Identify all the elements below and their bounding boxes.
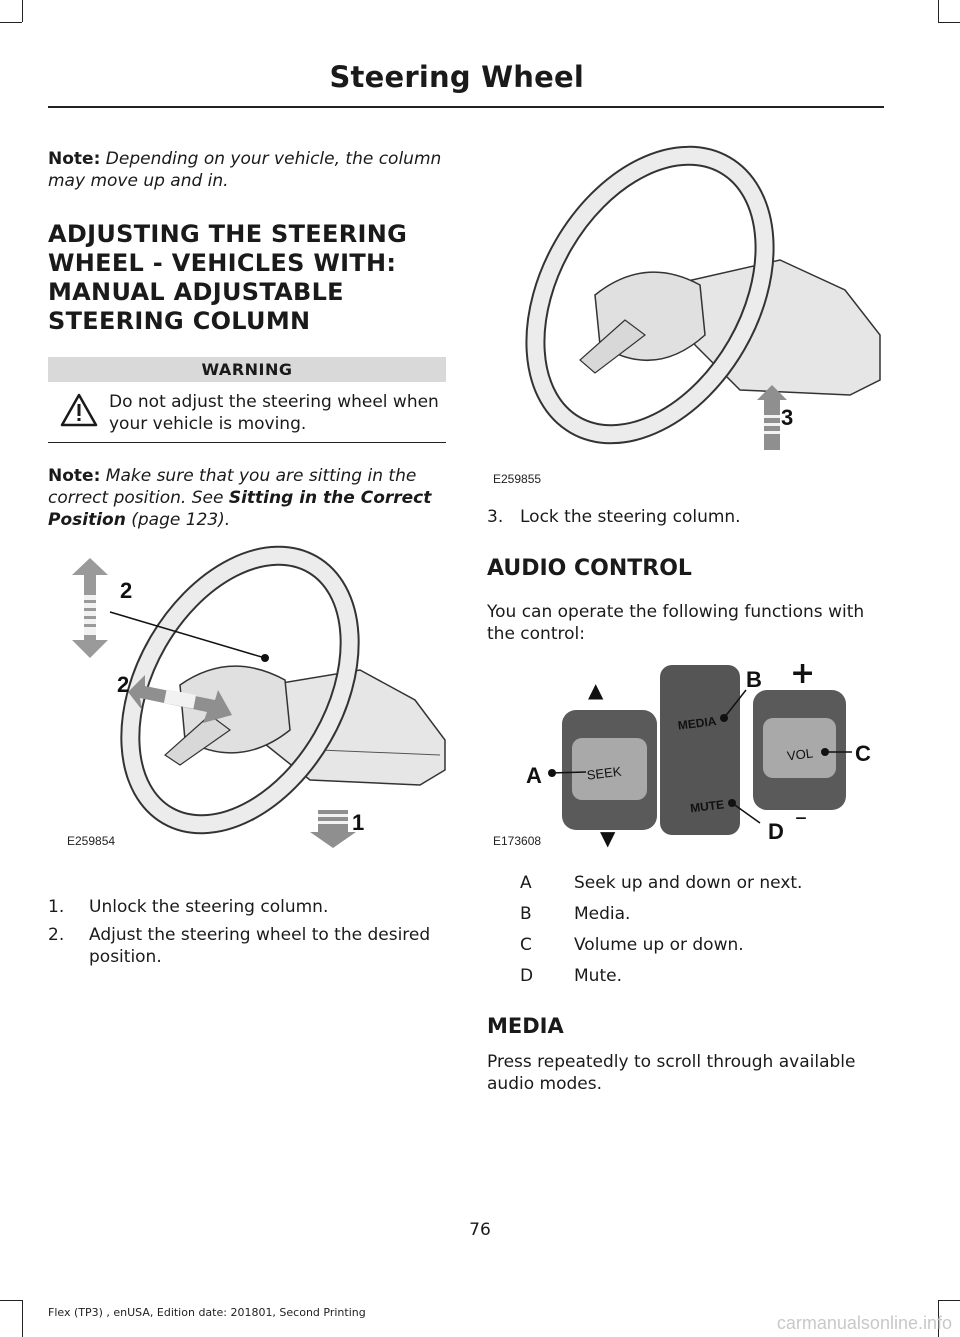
- footer-text: Flex (TP3) , enUSA, Edition date: 201801, Second Printing: [48, 1306, 366, 1319]
- note-text: Make sure that you are sitting in the correct position. See: [48, 466, 417, 508]
- definition-value: Media.: [574, 904, 631, 924]
- heading-line: STEERING COLUMN: [48, 307, 311, 335]
- step-text: Adjust the steering wheel to the desired: [89, 925, 431, 945]
- volume-up-icon: +: [790, 656, 816, 691]
- warning-triangle-icon: [60, 393, 98, 431]
- callout-a: A: [526, 763, 542, 788]
- callout-2-horizontal: 2: [117, 672, 130, 697]
- step-number: 3.: [487, 507, 504, 527]
- step-text: Unlock the steering column.: [89, 897, 329, 917]
- definition-key: D: [520, 966, 534, 986]
- step-text-cont: position.: [89, 947, 162, 967]
- step-number: 1.: [48, 897, 65, 917]
- page-title: Steering Wheel: [329, 60, 584, 94]
- volume-down-icon: –: [795, 803, 807, 831]
- media-text: Press repeatedly to scroll through available audio modes.: [487, 1052, 856, 1094]
- figure-code: E259855: [493, 472, 542, 486]
- audio-control-illustration: [500, 655, 890, 855]
- crop-mark: [22, 1300, 23, 1337]
- warning-text: Do not adjust the steering wheel when your vehicle is moving.: [109, 392, 439, 434]
- vertical-adjust-arrow-icon: [72, 558, 108, 658]
- heading-line: WHEEL - VEHICLES WITH:: [48, 249, 397, 277]
- crop-mark: [22, 0, 23, 22]
- crop-mark: [938, 0, 939, 22]
- definition-value: Mute.: [574, 966, 622, 986]
- note-label: Note:: [48, 149, 101, 169]
- callout-c: C: [855, 741, 871, 766]
- section-heading-adjusting: [48, 220, 446, 336]
- callout-3-lock: 3: [781, 405, 794, 430]
- warning-rule: [48, 442, 446, 443]
- watermark: carmanualsonline.info: [776, 1313, 952, 1333]
- note-column-movement: [48, 148, 446, 192]
- figure-code: E259854: [67, 834, 116, 848]
- seek-down-icon: ▼: [600, 826, 616, 850]
- vol-label: VOL: [786, 745, 814, 764]
- definition-key: C: [520, 935, 532, 955]
- warning-title: WARNING: [48, 357, 446, 382]
- callout-b: B: [746, 667, 762, 692]
- step-number: 2.: [48, 925, 65, 945]
- heading-line: ADJUSTING THE STEERING: [48, 220, 408, 248]
- figure-code: E173608: [493, 834, 542, 848]
- definition-value: Volume up or down.: [574, 935, 744, 955]
- media-label: MEDIA: [677, 714, 718, 733]
- seek-up-icon: ▲: [588, 678, 604, 702]
- definition-key: B: [520, 904, 532, 924]
- section-heading-audio: AUDIO CONTROL: [487, 556, 692, 581]
- crop-mark: [938, 22, 960, 23]
- crop-mark: [938, 1300, 960, 1301]
- note-page-ref: (page 123).: [125, 510, 231, 530]
- section-heading-media: MEDIA: [487, 1014, 564, 1038]
- crop-mark: [0, 1300, 22, 1301]
- step-text: Lock the steering column.: [520, 507, 741, 527]
- heading-line: MANUAL ADJUSTABLE: [48, 278, 344, 306]
- seek-label: SEEK: [585, 763, 623, 783]
- note-text: Depending on your vehicle, the column may move up and in.: [48, 149, 442, 191]
- note-label: Note:: [48, 466, 101, 486]
- unlock-arrow-icon: [310, 810, 356, 848]
- cross-reference-link[interactable]: Sitting in the Correct Position: [48, 488, 432, 530]
- header-rule: [48, 106, 884, 108]
- audio-intro: You can operate the following functions with the control:: [487, 602, 865, 644]
- callout-1-unlock: 1: [352, 810, 365, 835]
- step-2: [48, 924, 448, 968]
- definition-value: Seek up and down or next.: [574, 873, 803, 893]
- page-number: 76: [469, 1220, 491, 1240]
- callout-2-vertical: 2: [120, 578, 133, 603]
- mute-label: MUTE: [689, 797, 725, 816]
- definition-key: A: [520, 873, 532, 893]
- callout-d: D: [768, 819, 784, 844]
- crop-mark: [0, 22, 22, 23]
- steering-wheel-lock-illustration: [500, 145, 885, 465]
- note-sitting-position: [48, 465, 448, 531]
- steering-wheel-adjust-illustration: [60, 540, 450, 850]
